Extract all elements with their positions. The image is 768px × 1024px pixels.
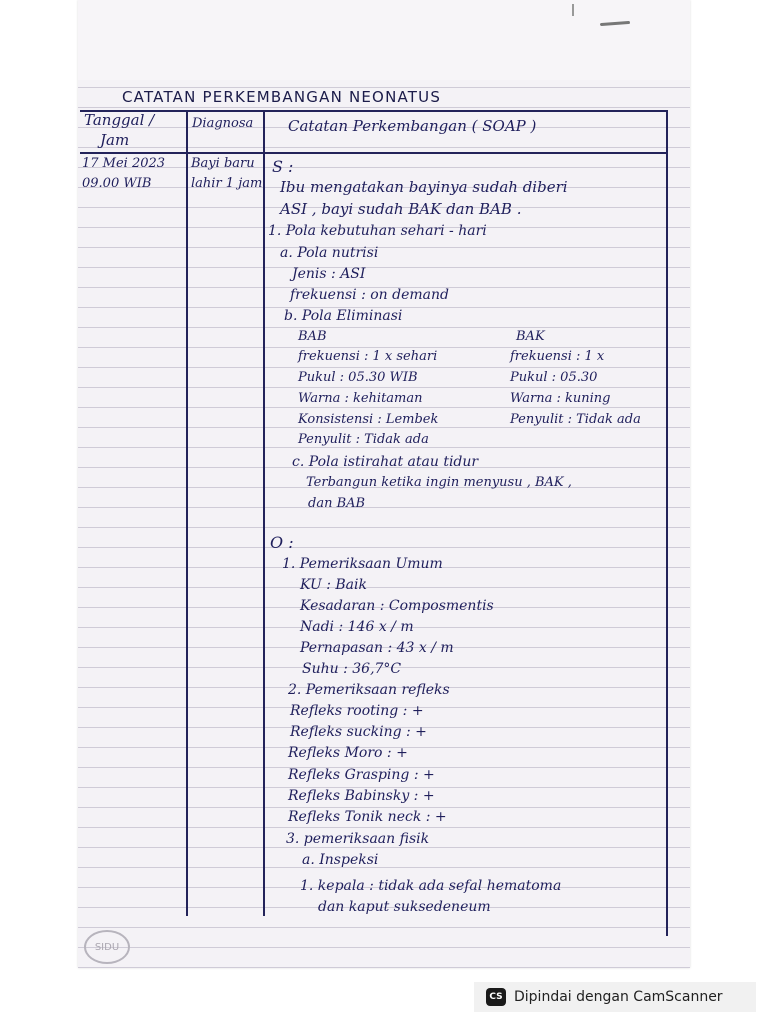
refleks-tonik-neck: Refleks Tonik neck : + xyxy=(288,809,447,825)
paper-header-margin xyxy=(78,0,690,80)
umum-ku: KU : Baik xyxy=(300,577,367,593)
pola-heading: 1. Pola kebutuhan sehari - hari xyxy=(268,223,487,239)
umum-pernapasan: Pernapasan : 43 x / m xyxy=(300,640,454,656)
bak-frekuensi: frekuensi : 1 x xyxy=(510,349,605,364)
refleks-babinsky: Refleks Babinsky : + xyxy=(288,788,435,804)
bab-konsistensi: Konsistensi : Lembek xyxy=(298,412,439,427)
nutrisi-heading: a. Pola nutrisi xyxy=(280,245,379,261)
refleks-sucking: Refleks sucking : + xyxy=(290,724,427,740)
umum-nadi: Nadi : 146 x / m xyxy=(300,619,414,635)
header-bottom-border xyxy=(80,152,668,154)
bab-title: BAB xyxy=(298,329,327,344)
bak-pukul: Pukul : 05.30 xyxy=(510,370,598,385)
eliminasi-heading: b. Pola Eliminasi xyxy=(284,308,403,324)
camscanner-watermark xyxy=(474,982,756,1012)
umum-kesadaran: Kesadaran : Composmentis xyxy=(300,598,494,614)
bak-penyulit: Penyulit : Tidak ada xyxy=(510,412,641,427)
istirahat-line-1: Terbangun ketika ingin menyusu , BAK , xyxy=(306,475,572,490)
refleks-heading: 2. Pemeriksaan refleks xyxy=(288,682,450,698)
entry-time: 09.00 WIB xyxy=(82,176,152,191)
entry-date: 17 Mei 2023 xyxy=(82,156,166,171)
header-catatan: Catatan Perkembangan ( SOAP ) xyxy=(288,117,537,135)
istirahat-heading: c. Pola istirahat atau tidur xyxy=(292,454,479,470)
header-jam: Jam xyxy=(100,131,130,149)
table-right-border xyxy=(666,110,668,936)
bab-warna: Warna : kehitaman xyxy=(298,391,423,406)
diagnosa-line-1: Bayi baru xyxy=(191,156,255,171)
pen-mark xyxy=(572,4,574,16)
camscanner-logo-icon: CS xyxy=(486,988,506,1006)
bab-frekuensi: frekuensi : 1 x sehari xyxy=(298,349,438,364)
nutrisi-frekuensi: frekuensi : on demand xyxy=(290,287,449,303)
refleks-grasping: Refleks Grasping : + xyxy=(288,767,435,783)
bak-title: BAK xyxy=(516,329,545,344)
refleks-moro: Refleks Moro : + xyxy=(288,745,408,761)
istirahat-line-2: dan BAB xyxy=(308,496,366,511)
umum-heading: 1. Pemeriksaan Umum xyxy=(282,556,443,572)
s-line-2: ASI , bayi sudah BAK dan BAB . xyxy=(280,200,522,218)
nutrisi-jenis: Jenis : ASI xyxy=(292,266,366,282)
camscanner-text: Dipindai dengan CamScanner xyxy=(514,989,723,1005)
fisik-heading: 3. pemeriksaan fisik xyxy=(286,831,430,847)
header-diagnosa: Diagnosa xyxy=(192,116,254,131)
umum-suhu: Suhu : 36,7°C xyxy=(302,661,402,677)
kepala-line-1: 1. kepala : tidak ada sefal hematoma xyxy=(300,878,562,894)
s-line-1: Ibu mengatakan bayinya sudah diberi xyxy=(280,178,568,196)
header-tanggal: Tanggal / xyxy=(84,111,155,129)
diagnosa-line-2: lahir 1 jam xyxy=(191,176,263,191)
refleks-rooting: Refleks rooting : + xyxy=(290,703,424,719)
column-divider-2 xyxy=(263,110,265,916)
kepala-line-2: dan kaput suksedeneum xyxy=(318,899,491,915)
bab-pukul: Pukul : 05.30 WIB xyxy=(298,370,418,385)
table-top-border xyxy=(80,110,668,112)
s-heading: S : xyxy=(272,157,294,176)
column-divider-1 xyxy=(186,110,188,916)
bak-warna: Warna : kuning xyxy=(510,391,611,406)
faded-stamp: SIDU xyxy=(84,930,130,964)
inspeksi-heading: a. Inspeksi xyxy=(302,852,379,868)
document-title: CATATAN PERKEMBANGAN NEONATUS xyxy=(122,88,442,106)
bab-penyulit: Penyulit : Tidak ada xyxy=(298,432,429,447)
o-heading: O : xyxy=(270,533,294,552)
